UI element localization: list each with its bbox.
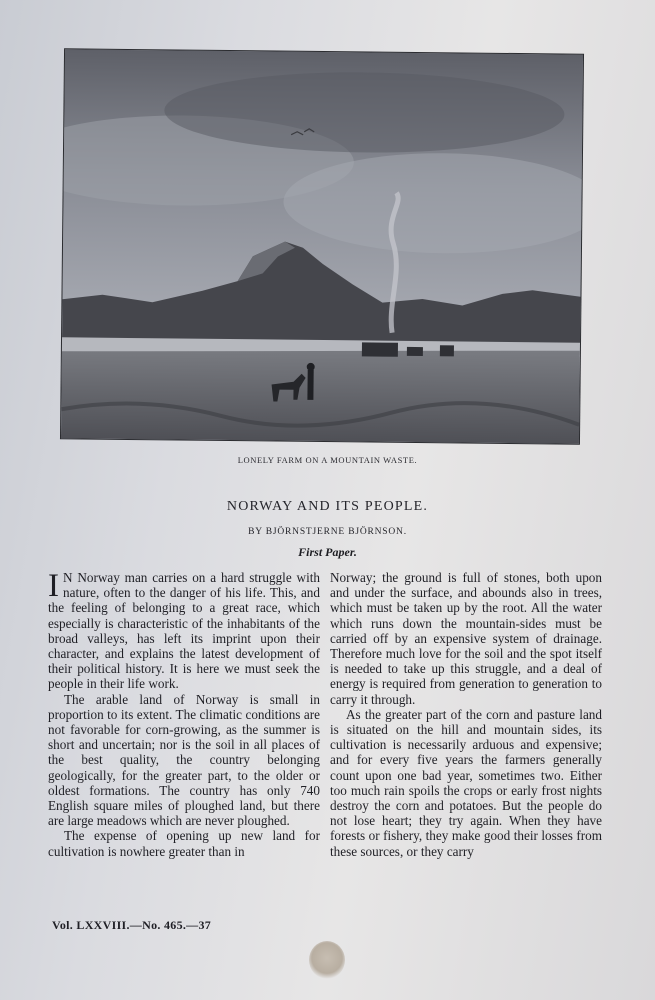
paragraph	[48, 570, 320, 692]
paragraph: Norway; the ground is full of stones, both upon and under the surface, and abounds also in trees, which must be taken up by the root. All the water which runs down the mountain-sides must be carried off by an expensive system of drainage. Therefore much love for the soil and the spot itself is needed to take up this struggle, and a deal of energy is required from generation to generation to carry it through.	[330, 570, 602, 707]
article-title: NORWAY AND ITS PEOPLE.	[226, 499, 429, 514]
right-text-column	[330, 570, 602, 859]
paragraph: The expense of opening up new land for cultivation is nowhere greater than in	[48, 828, 320, 859]
paper-label: First Paper.	[298, 545, 357, 559]
farm-mountain-illustration	[61, 49, 583, 443]
drop-cap: I	[48, 568, 59, 604]
paper-stain	[309, 941, 345, 979]
illustration-artwork	[61, 49, 583, 443]
illustration-caption: LONELY FARM ON A MOUNTAIN WASTE.	[237, 455, 418, 465]
page-footer: Vol. LXXVIII.—No. 465.—37	[52, 918, 212, 932]
paragraph-text: N Norway man carries on a hard struggle with nature, often to the danger of his life. This, and the feeling of belonging to a great race, which especially is characteristic of the inhabitants of the broad valleys, has left its imprint upon their character, and explains the latest development of their political history. It is here we must seek the people in their life work.	[48, 570, 320, 692]
farmhouse	[362, 342, 398, 356]
left-text-column	[48, 570, 320, 859]
farm-shed	[440, 345, 454, 356]
paragraph: As the greater part of the corn and pasture land is situated on the hill and mountain sides, its cultivation is necessarily arduous and expensive; and for every five years the farmers generally count upon one bad year, sometimes two. Either too much rain spoils the crops or early frost nights destroy the corn and potatoes. But the people do not lose heart; they try again. When they have forests or fishery, they make good their losses from these sources, or they carry	[330, 706, 602, 859]
author-byline: BY BJÖRNSTJERNE BJÖRNSON.	[248, 527, 407, 537]
paragraph: The arable land of Norway is small in proportion to its extent. The climatic conditions are not favorable for corn-growing, as the summer is short and uncertain; nor is the soil in all places of the best quality, the country belonging geologically, for the greater part, to the older or oldest formations. The country has only 740 English square miles of ploughed land, but there are large meadows which are never ploughed.	[48, 691, 320, 829]
farm-shed	[407, 347, 423, 356]
farmer-figure	[307, 370, 313, 400]
moorland	[61, 345, 580, 443]
